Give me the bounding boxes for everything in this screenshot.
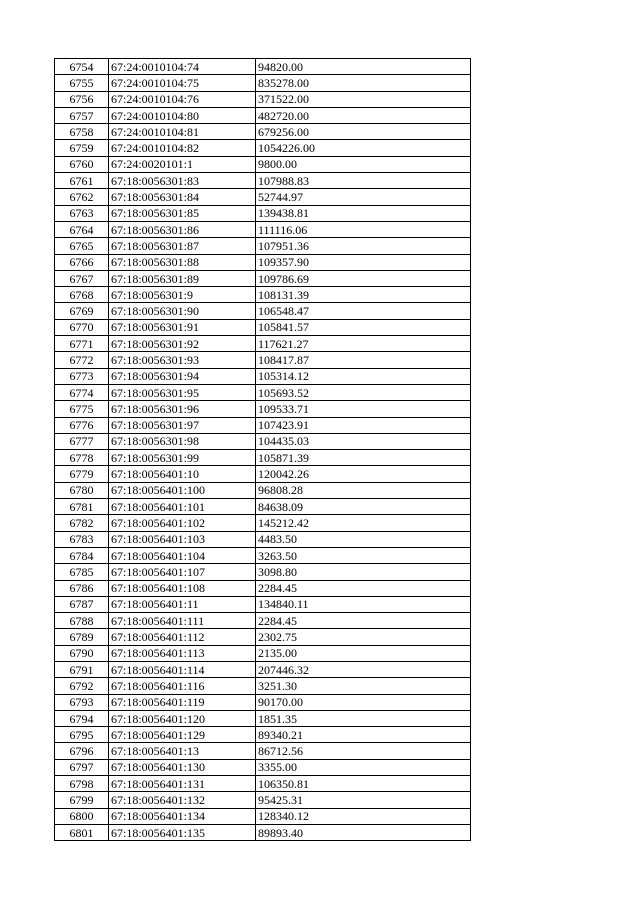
row-number-cell: 6757 — [55, 107, 109, 123]
cadastral-number-cell: 67:18:0056401:11 — [109, 596, 256, 612]
cadastral-number-cell: 67:18:0056301:95 — [109, 384, 256, 400]
row-number-cell: 6774 — [55, 384, 109, 400]
row-number-cell: 6773 — [55, 368, 109, 384]
cadastral-number-cell: 67:18:0056301:91 — [109, 319, 256, 335]
cadastral-number-cell: 67:18:0056401:120 — [109, 710, 256, 726]
cadastral-number-cell: 67:18:0056401:132 — [109, 792, 256, 808]
cadastral-value-cell: 117621.27 — [256, 336, 471, 352]
table-row — [55, 238, 471, 254]
cadastral-number-cell: 67:18:0056301:96 — [109, 401, 256, 417]
row-number-cell: 6758 — [55, 124, 109, 140]
table-row — [55, 189, 471, 205]
cadastral-value-cell: 679256.00 — [256, 124, 471, 140]
row-number-cell: 6769 — [55, 303, 109, 319]
cadastral-value-cell: 109357.90 — [256, 254, 471, 270]
cadastral-number-cell: 67:18:0056401:104 — [109, 547, 256, 563]
row-number-cell: 6792 — [55, 678, 109, 694]
row-number-cell: 6784 — [55, 547, 109, 563]
row-number-cell: 6771 — [55, 336, 109, 352]
row-number-cell: 6793 — [55, 694, 109, 710]
table-row — [55, 710, 471, 726]
table-row — [55, 499, 471, 515]
table-row — [55, 221, 471, 237]
row-number-cell: 6795 — [55, 727, 109, 743]
row-number-cell: 6785 — [55, 564, 109, 580]
cadastral-number-cell: 67:18:0056301:9 — [109, 287, 256, 303]
table-row — [55, 759, 471, 775]
table-row — [55, 368, 471, 384]
cadastral-value-cell: 96808.28 — [256, 482, 471, 498]
cadastral-number-cell: 67:24:0010104:80 — [109, 107, 256, 123]
cadastral-value-cell: 109533.71 — [256, 401, 471, 417]
cadastral-number-cell: 67:18:0056401:13 — [109, 743, 256, 759]
cadastral-number-cell: 67:18:0056301:93 — [109, 352, 256, 368]
cadastral-number-cell: 67:18:0056401:135 — [109, 824, 256, 840]
cadastral-value-cell: 104435.03 — [256, 433, 471, 449]
row-number-cell: 6780 — [55, 482, 109, 498]
cadastral-value-cell: 2302.75 — [256, 629, 471, 645]
table-row — [55, 287, 471, 303]
cadastral-value-cell: 107423.91 — [256, 417, 471, 433]
table-row — [55, 91, 471, 107]
cadastral-value-cell: 95425.31 — [256, 792, 471, 808]
table-row — [55, 433, 471, 449]
row-number-cell: 6768 — [55, 287, 109, 303]
cadastral-value-cell: 108417.87 — [256, 352, 471, 368]
row-number-cell: 6763 — [55, 205, 109, 221]
table-row — [55, 808, 471, 824]
cadastral-value-cell: 90170.00 — [256, 694, 471, 710]
cadastral-value-cell: 2135.00 — [256, 645, 471, 661]
cadastral-number-cell: 67:18:0056301:87 — [109, 238, 256, 254]
cadastral-value-cell: 105693.52 — [256, 384, 471, 400]
cadastral-number-cell: 67:18:0056401:107 — [109, 564, 256, 580]
row-number-cell: 6798 — [55, 776, 109, 792]
cadastral-number-cell: 67:24:0010104:82 — [109, 140, 256, 156]
table-row — [55, 173, 471, 189]
cadastral-number-cell: 67:18:0056301:98 — [109, 433, 256, 449]
cadastral-number-cell: 67:18:0056401:10 — [109, 466, 256, 482]
cadastral-value-cell: 105871.39 — [256, 450, 471, 466]
cadastral-value-cell: 1054226.00 — [256, 140, 471, 156]
table-row — [55, 596, 471, 612]
cadastral-number-cell: 67:18:0056401:131 — [109, 776, 256, 792]
table-row — [55, 776, 471, 792]
row-number-cell: 6801 — [55, 824, 109, 840]
row-number-cell: 6790 — [55, 645, 109, 661]
row-number-cell: 6767 — [55, 270, 109, 286]
cadastral-value-cell: 3098.80 — [256, 564, 471, 580]
table-row — [55, 531, 471, 547]
table-body — [55, 59, 471, 841]
table-row — [55, 336, 471, 352]
row-number-cell: 6765 — [55, 238, 109, 254]
cadastral-number-cell: 67:18:0056301:83 — [109, 173, 256, 189]
row-number-cell: 6756 — [55, 91, 109, 107]
row-number-cell: 6764 — [55, 221, 109, 237]
cadastral-value-cell: 482720.00 — [256, 107, 471, 123]
cadastral-number-cell: 67:18:0056301:99 — [109, 450, 256, 466]
row-number-cell: 6791 — [55, 661, 109, 677]
cadastral-value-cell: 2284.45 — [256, 613, 471, 629]
cadastral-value-cell: 371522.00 — [256, 91, 471, 107]
table-row — [55, 59, 471, 75]
cadastral-number-cell: 67:18:0056401:130 — [109, 759, 256, 775]
table-row — [55, 515, 471, 531]
cadastral-value-cell: 106548.47 — [256, 303, 471, 319]
table-row — [55, 75, 471, 91]
cadastral-number-cell: 67:18:0056301:86 — [109, 221, 256, 237]
row-number-cell: 6754 — [55, 59, 109, 75]
row-number-cell: 6794 — [55, 710, 109, 726]
row-number-cell: 6775 — [55, 401, 109, 417]
cadastral-value-cell: 84638.09 — [256, 499, 471, 515]
cadastral-number-cell: 67:18:0056401:134 — [109, 808, 256, 824]
row-number-cell: 6759 — [55, 140, 109, 156]
cadastral-value-cell: 207446.32 — [256, 661, 471, 677]
table-row — [55, 694, 471, 710]
cadastral-value-cell: 145212.42 — [256, 515, 471, 531]
cadastral-value-cell: 1851.35 — [256, 710, 471, 726]
cadastral-value-cell: 105314.12 — [256, 368, 471, 384]
cadastral-number-cell: 67:18:0056401:108 — [109, 580, 256, 596]
cadastral-number-cell: 67:18:0056401:103 — [109, 531, 256, 547]
row-number-cell: 6766 — [55, 254, 109, 270]
cadastral-number-cell: 67:18:0056401:119 — [109, 694, 256, 710]
cadastral-value-cell: 52744.97 — [256, 189, 471, 205]
row-number-cell: 6777 — [55, 433, 109, 449]
cadastral-value-cell: 111116.06 — [256, 221, 471, 237]
table-row — [55, 205, 471, 221]
table-row — [55, 629, 471, 645]
row-number-cell: 6778 — [55, 450, 109, 466]
cadastral-number-cell: 67:18:0056301:89 — [109, 270, 256, 286]
table-row — [55, 384, 471, 400]
cadastral-value-cell: 89893.40 — [256, 824, 471, 840]
cadastral-value-cell: 3355.00 — [256, 759, 471, 775]
table-row — [55, 564, 471, 580]
cadastral-number-cell: 67:18:0056301:84 — [109, 189, 256, 205]
cadastral-number-cell: 67:18:0056301:85 — [109, 205, 256, 221]
row-number-cell: 6755 — [55, 75, 109, 91]
row-number-cell: 6761 — [55, 173, 109, 189]
row-number-cell: 6787 — [55, 596, 109, 612]
row-number-cell: 6781 — [55, 499, 109, 515]
cadastral-number-cell: 67:18:0056401:111 — [109, 613, 256, 629]
table-row — [55, 401, 471, 417]
cadastral-number-cell: 67:18:0056401:102 — [109, 515, 256, 531]
cadastral-number-cell: 67:18:0056301:90 — [109, 303, 256, 319]
table-row — [55, 678, 471, 694]
table-row — [55, 450, 471, 466]
table-row — [55, 743, 471, 759]
row-number-cell: 6779 — [55, 466, 109, 482]
table-row — [55, 645, 471, 661]
row-number-cell: 6797 — [55, 759, 109, 775]
cadastral-number-cell: 67:18:0056401:114 — [109, 661, 256, 677]
table-row — [55, 156, 471, 172]
cadastral-number-cell: 67:18:0056401:129 — [109, 727, 256, 743]
table-row — [55, 580, 471, 596]
row-number-cell: 6770 — [55, 319, 109, 335]
cadastral-number-cell: 67:18:0056401:116 — [109, 678, 256, 694]
cadastral-number-cell: 67:18:0056301:97 — [109, 417, 256, 433]
row-number-cell: 6789 — [55, 629, 109, 645]
row-number-cell: 6772 — [55, 352, 109, 368]
cadastral-value-cell: 3251.30 — [256, 678, 471, 694]
table-row — [55, 107, 471, 123]
row-number-cell: 6796 — [55, 743, 109, 759]
cadastral-number-cell: 67:24:0010104:81 — [109, 124, 256, 140]
cadastral-value-cell: 134840.11 — [256, 596, 471, 612]
cadastral-value-cell: 9800.00 — [256, 156, 471, 172]
row-number-cell: 6788 — [55, 613, 109, 629]
cadastral-value-table — [54, 58, 471, 841]
cadastral-number-cell: 67:18:0056301:88 — [109, 254, 256, 270]
cadastral-number-cell: 67:18:0056401:100 — [109, 482, 256, 498]
table-row — [55, 319, 471, 335]
cadastral-number-cell: 67:18:0056301:94 — [109, 368, 256, 384]
cadastral-value-cell: 3263.50 — [256, 547, 471, 563]
table-row — [55, 254, 471, 270]
cadastral-number-cell: 67:18:0056301:92 — [109, 336, 256, 352]
cadastral-number-cell: 67:18:0056401:101 — [109, 499, 256, 515]
table-row — [55, 824, 471, 840]
table-row — [55, 792, 471, 808]
row-number-cell: 6782 — [55, 515, 109, 531]
table-row — [55, 727, 471, 743]
cadastral-value-cell: 139438.81 — [256, 205, 471, 221]
cadastral-value-cell: 2284.45 — [256, 580, 471, 596]
cadastral-value-cell: 107988.83 — [256, 173, 471, 189]
cadastral-number-cell: 67:24:0010104:75 — [109, 75, 256, 91]
table-row — [55, 482, 471, 498]
table-row — [55, 466, 471, 482]
cadastral-value-cell: 107951.36 — [256, 238, 471, 254]
table-row — [55, 124, 471, 140]
row-number-cell: 6783 — [55, 531, 109, 547]
row-number-cell: 6786 — [55, 580, 109, 596]
cadastral-number-cell: 67:24:0020101:1 — [109, 156, 256, 172]
table-row — [55, 547, 471, 563]
table-row — [55, 417, 471, 433]
cadastral-value-cell: 105841.57 — [256, 319, 471, 335]
cadastral-value-cell: 120042.26 — [256, 466, 471, 482]
table-row — [55, 270, 471, 286]
table-row — [55, 613, 471, 629]
cadastral-value-cell: 108131.39 — [256, 287, 471, 303]
cadastral-number-cell: 67:24:0010104:74 — [109, 59, 256, 75]
cadastral-value-cell: 835278.00 — [256, 75, 471, 91]
cadastral-number-cell: 67:18:0056401:112 — [109, 629, 256, 645]
cadastral-value-cell: 106350.81 — [256, 776, 471, 792]
row-number-cell: 6760 — [55, 156, 109, 172]
row-number-cell: 6776 — [55, 417, 109, 433]
table-row — [55, 661, 471, 677]
row-number-cell: 6762 — [55, 189, 109, 205]
cadastral-value-cell: 89340.21 — [256, 727, 471, 743]
cadastral-value-cell: 4483.50 — [256, 531, 471, 547]
cadastral-number-cell: 67:18:0056401:113 — [109, 645, 256, 661]
cadastral-value-cell: 109786.69 — [256, 270, 471, 286]
cadastral-value-cell: 94820.00 — [256, 59, 471, 75]
table-row — [55, 140, 471, 156]
table-row — [55, 303, 471, 319]
row-number-cell: 6800 — [55, 808, 109, 824]
cadastral-value-cell: 128340.12 — [256, 808, 471, 824]
row-number-cell: 6799 — [55, 792, 109, 808]
cadastral-number-cell: 67:24:0010104:76 — [109, 91, 256, 107]
table-row — [55, 352, 471, 368]
cadastral-value-cell: 86712.56 — [256, 743, 471, 759]
